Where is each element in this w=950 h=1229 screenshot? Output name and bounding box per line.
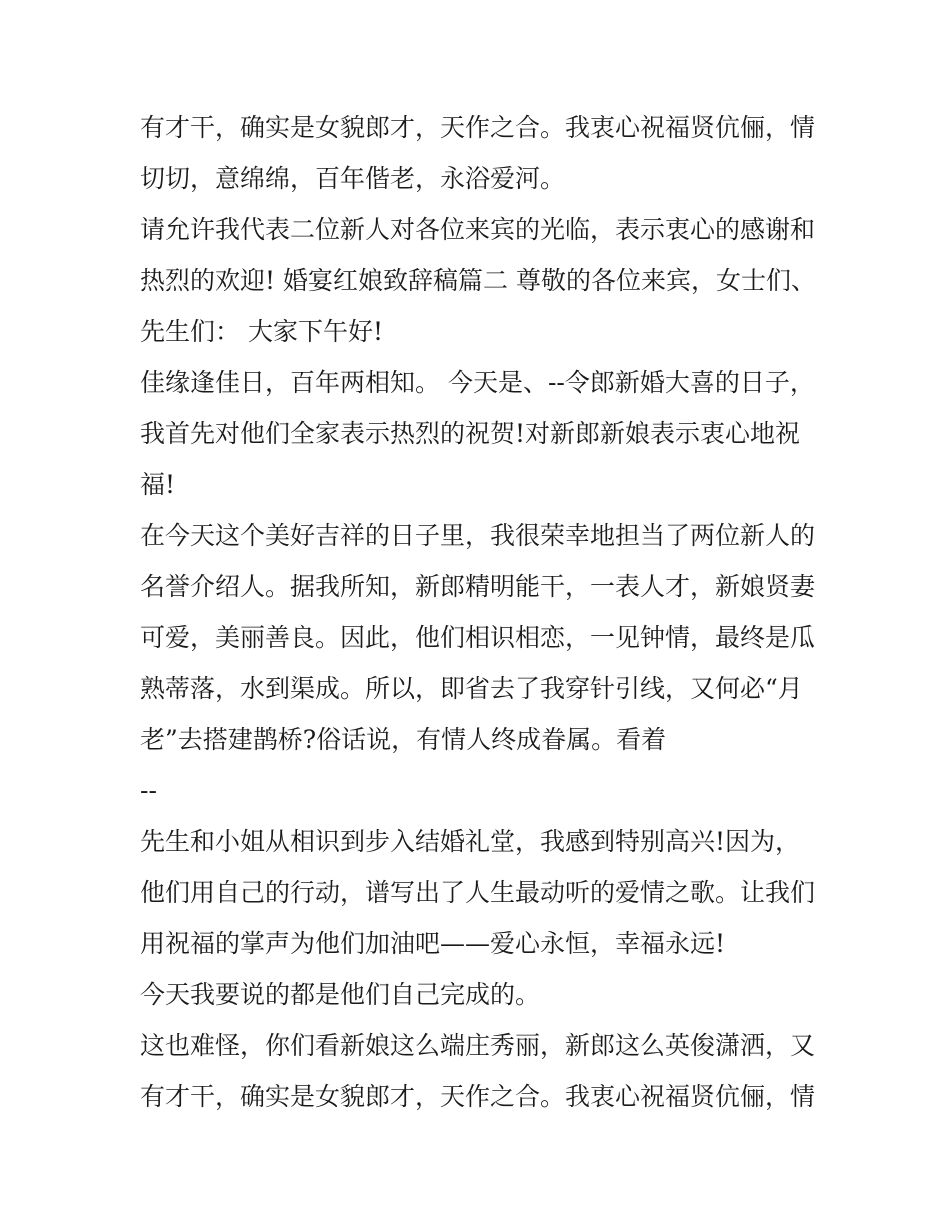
text-line: 佳缘逢佳日，百年两相知。 今天是、--令郎新婚大喜的日子， xyxy=(140,368,815,397)
text-line: 今天我要说的都是他们自己完成的。 xyxy=(140,980,541,1009)
text-line: 他们用自己的行动，谱写出了人生最动听的爱情之歌。让我们 xyxy=(140,878,816,907)
text-line: 我首先对他们全家表示热烈的祝贺!对新郎新娘表示衷心地祝 xyxy=(140,419,801,448)
text-line: 先生和小姐从相识到步入结婚礼堂，我感到特别高兴!因为， xyxy=(140,827,801,856)
text-line: 先生们： 大家下午好! xyxy=(140,317,383,346)
text-line: 切切，意绵绵，百年偕老，永浴爱河。 xyxy=(140,164,566,193)
separator-line: -- xyxy=(140,776,157,805)
text-line: 熟蒂落，水到渠成。所以，即省去了我穿针引线，又何必“月 xyxy=(140,674,803,703)
text-line: 名誉介绍人。据我所知，新郎精明能干，一表人才，新娘贤妻 xyxy=(140,572,816,601)
text-line: 热烈的欢迎! 婚宴红娘致辞稿篇二 尊敬的各位来宾，女士们、 xyxy=(140,266,816,295)
text-line: 用祝福的掌声为他们加油吧——爱心永恒，幸福永远! xyxy=(140,929,726,958)
text-line: 福! xyxy=(140,470,176,499)
document-body xyxy=(140,102,830,1122)
text-line: 请允许我代表二位新人对各位来宾的光临，表示衷心的感谢和 xyxy=(140,215,816,244)
text-line: 老”去搭建鹊桥?俗话说，有情人终成眷属。看着 xyxy=(140,725,667,754)
text-line: 可爱，美丽善良。因此，他们相识相恋，一见钟情，最终是瓜 xyxy=(140,623,816,652)
text-line: 在今天这个美好吉祥的日子里，我很荣幸地担当了两位新人的 xyxy=(140,521,816,550)
text-line: 有才干，确实是女貌郎才，天作之合。我衷心祝福贤伉俪，情 xyxy=(140,1082,816,1111)
text-line: 这也难怪，你们看新娘这么端庄秀丽，新郎这么英俊潇洒，又 xyxy=(140,1031,816,1060)
text-line: 有才干，确实是女貌郎才，天作之合。我衷心祝福贤伉俪，情 xyxy=(140,113,816,142)
